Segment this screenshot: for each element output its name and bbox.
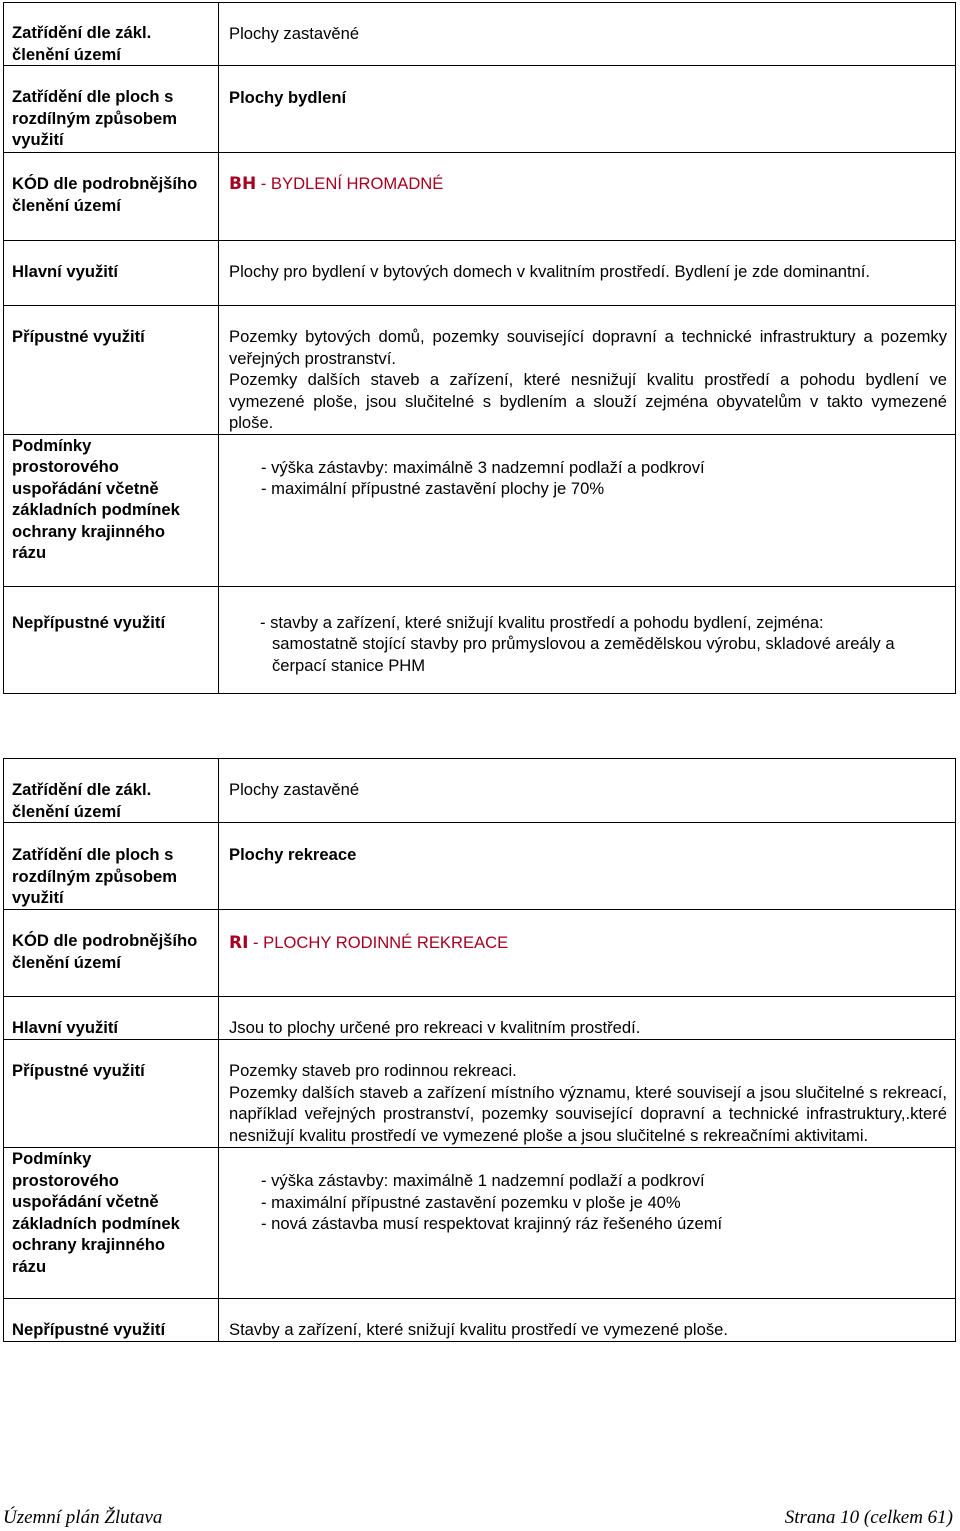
pripustne-block xyxy=(229,1040,947,1146)
value-ploch xyxy=(219,66,956,153)
value-nepripustne xyxy=(219,1299,956,1342)
podminky-1: - výška zástavby: maximálně 1 nadzemní podlaží a podkroví xyxy=(261,1171,705,1190)
nepripustne-1: - stavby a zařízení, které snižují kvalitu prostředí a pohodu bydlení, zejména: xyxy=(260,612,824,632)
value-podminky xyxy=(219,434,956,586)
podminky-2: - maximální přípustné zastavění plochy je 70% xyxy=(261,479,605,498)
label-podminky-text: Podmínky prostorového uspořádání včetně základních podmínek ochrany krajinného rázu xyxy=(12,435,180,562)
value-kod xyxy=(219,910,956,997)
label-zakl xyxy=(4,3,219,66)
code-line xyxy=(229,153,947,196)
podminky-block xyxy=(219,1148,947,1235)
label-hlavni-text: Hlavní využití xyxy=(12,262,119,281)
regulation-table-ri xyxy=(3,758,956,1342)
pripustne-p2: Pozemky dalších staveb a zařízení, které nesnižují kvalitu prostředí a pohodu bydlení ve vymezené ploše, jsou slučitelné s bydlením a slouží zejména obyvatelům v takto vymezené ploše. xyxy=(229,370,947,432)
value-hlavni-text: Jsou to plochy určené pro rekreaci v kvalitním prostředí. xyxy=(229,1018,641,1037)
code-badge: BH xyxy=(229,174,257,194)
label-hlavni xyxy=(4,997,219,1040)
nepripustne-1: Stavby a zařízení, které snižují kvalitu prostředí ve vymezené ploše. xyxy=(229,1320,728,1339)
label-kod xyxy=(4,153,219,241)
value-hlavni xyxy=(219,997,956,1040)
value-hlavni-text: Plochy pro bydlení v bytových domech v kvalitním prostředí. Bydlení je zde dominantní. xyxy=(229,262,871,281)
label-hlavni-text: Hlavní využití xyxy=(12,1018,119,1037)
podminky-2: - maximální přípustné zastavění pozemku v ploše je 40% xyxy=(261,1192,681,1212)
code-description: - PLOCHY RODINNÉ REKREACE xyxy=(248,933,509,952)
label-zakl xyxy=(4,759,219,823)
footer-document-title: Územní plán Žlutava xyxy=(3,1507,163,1528)
podminky-3: - nová zástavba musí respektovat krajinný ráz řešeného území xyxy=(261,1214,723,1233)
value-zakl-text: Plochy zastavěné xyxy=(229,24,360,43)
value-ploch xyxy=(219,823,956,910)
label-zakl-text: Zatřídění dle zákl. členění území xyxy=(12,23,152,64)
value-kod xyxy=(219,153,956,241)
value-nepripustne xyxy=(219,586,956,693)
label-podminky xyxy=(4,1148,219,1299)
label-podminky-text: Podmínky prostorového uspořádání včetně základních podmínek ochrany krajinného rázu xyxy=(12,1149,180,1276)
label-ploch xyxy=(4,823,219,910)
value-podminky xyxy=(219,1148,956,1299)
value-pripustne xyxy=(219,306,956,435)
nepripustne-2: samostatně stojící stavby pro průmyslovou a zemědělskou výrobu, skladové areály a čerpací stanice PHM xyxy=(272,634,895,675)
code-description: - BYDLENÍ HROMADNÉ xyxy=(256,174,444,193)
footer-page-number: Strana 10 (celkem 61) xyxy=(784,1507,953,1528)
label-pripustne-text: Přípustné využití xyxy=(12,1061,145,1080)
value-zakl xyxy=(219,3,956,66)
label-pripustne xyxy=(4,306,219,435)
label-hlavni xyxy=(4,241,219,306)
code-line xyxy=(229,910,947,955)
value-pripustne xyxy=(219,1040,956,1148)
label-nepripustne-text: Nepřípustné využití xyxy=(12,612,166,632)
pripustne-block xyxy=(229,306,947,434)
code-badge: RI xyxy=(229,933,249,953)
label-ploch-text: Zatřídění dle ploch s rozdílným způsobem využití xyxy=(12,87,178,149)
label-kod-text: KÓD dle podrobnějšího členění území xyxy=(12,931,198,972)
pripustne-p1: Pozemky bytových domů, pozemky související dopravní a technické infrastruktury a pozemky veřejných prostranství. xyxy=(229,327,947,368)
label-pripustne xyxy=(4,1040,219,1148)
label-kod xyxy=(4,910,219,997)
label-kod-text: KÓD dle podrobnějšího členění území xyxy=(12,174,198,215)
nepripustne-block xyxy=(179,587,947,677)
pripustne-p2: Pozemky dalších staveb a zařízení místního významu, které souvisejí a jsou slučitelné s rekreací, například veřejných prostranství, pozemky související dopravní a technické infrastruktury,.které nesnižují kvalitu prostředí ve vymezené ploše a jsou slučitelné s rekreačními aktivitami. xyxy=(229,1082,947,1145)
label-pripustne-text: Přípustné využití xyxy=(12,327,145,346)
label-zakl-text: Zatřídění dle zákl. členění území xyxy=(12,780,152,821)
regulation-table-bh xyxy=(3,2,956,694)
pripustne-p1: Pozemky staveb pro rodinnou rekreaci. xyxy=(229,1061,517,1080)
label-nepripustne xyxy=(4,1299,219,1342)
podminky-1: - výška zástavby: maximálně 3 nadzemní podlaží a podkroví xyxy=(261,457,705,477)
value-zakl xyxy=(219,759,956,823)
value-ploch-text: Plochy rekreace xyxy=(229,845,357,864)
label-ploch xyxy=(4,66,219,153)
value-hlavni xyxy=(219,241,956,306)
label-ploch-text: Zatřídění dle ploch s rozdílným způsobem využití xyxy=(12,845,178,907)
value-zakl-text: Plochy zastavěné xyxy=(229,780,360,799)
podminky-block xyxy=(178,457,947,500)
label-nepripustne-text: Nepřípustné využití xyxy=(12,1320,166,1339)
value-ploch-text: Plochy bydlení xyxy=(229,88,347,107)
